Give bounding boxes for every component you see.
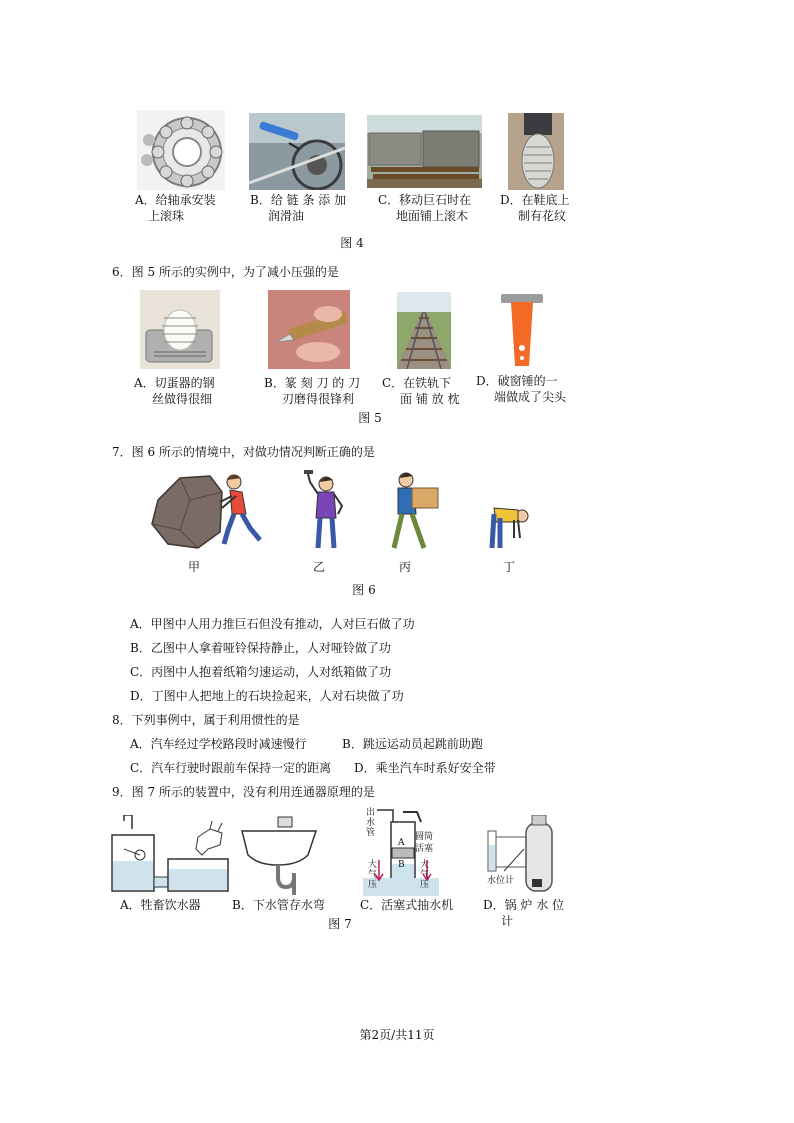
- fig4-option-b: B．给 链 条 添 加 润滑油: [250, 193, 347, 223]
- q7-option-a: A．甲图中人用力推巨石但没有推动，人对巨石做了功: [130, 617, 415, 631]
- fig6-label-ding: 丁: [502, 560, 515, 574]
- carry-box-illustration: [388, 470, 444, 552]
- sink-trap-diagram: [238, 815, 320, 895]
- safety-hammer-photo: [499, 290, 545, 369]
- bearing-photo: [137, 110, 225, 190]
- page-footer: 第2页/共11页: [359, 1028, 435, 1042]
- q7-option-c: C．丙图中人抱着纸箱匀速运动，人对纸箱做了功: [130, 665, 392, 679]
- q6-option-b: B．篆 刻 刀 的 刀 刃磨得很锋利: [264, 376, 361, 406]
- hold-dumbbell-illustration: [302, 470, 352, 552]
- fig4-option-a: A．给轴承安装 上滚珠: [135, 193, 216, 223]
- fig6-label-jia: 甲: [187, 560, 200, 574]
- pump-label-atm-left: 大气压: [368, 860, 378, 890]
- pump-label-a: A: [398, 838, 405, 848]
- fig7-caption: 图 7: [328, 917, 352, 931]
- q7-option-d: D．丁图中人把地上的石块捡起来，人对石块做了功: [130, 689, 404, 703]
- bend-pick-illustration: [484, 500, 532, 552]
- q9-option-d: D．锅 炉 水 位 计: [483, 898, 565, 928]
- q8-stem: 8．下列事例中，属于利用惯性的是: [112, 713, 300, 727]
- fig4-caption: 图 4: [340, 236, 364, 250]
- q7-option-b: B．乙图中人拿着哑铃保持静止，人对哑铃做了功: [130, 641, 391, 655]
- fig6-label-yi: 乙: [312, 560, 325, 574]
- q9-option-b: B．下水管存水弯: [232, 898, 325, 912]
- q6-option-c: C．在铁轨下 面 铺 放 枕: [382, 376, 460, 406]
- q8-option-c: C．汽车行驶时跟前车保持一定的距离: [130, 761, 332, 775]
- pump-label-outlet: 出水管: [366, 808, 376, 838]
- fig4-option-d: D．在鞋底上 制有花纹: [500, 193, 570, 223]
- q6-option-d: D．破窗锤的一 端做成了尖头: [476, 374, 567, 404]
- fig6-label-bing: 丙: [398, 560, 411, 574]
- shoe-sole-photo: [508, 113, 564, 190]
- fig4-option-c: C．移动巨石时在 地面铺上滚木: [378, 193, 472, 223]
- fig6-caption: 图 6: [352, 583, 376, 597]
- q8-option-a: A．汽车经过学校路段时减速慢行: [130, 737, 307, 751]
- fig5-caption: 图 5: [358, 411, 382, 425]
- q8-option-d: D．乘坐汽车时系好安全带: [354, 761, 496, 775]
- livestock-waterer-diagram: [110, 815, 232, 895]
- q9-stem: 9．图 7 所示的装置中，没有利用连通器原理的是: [112, 785, 375, 799]
- railway-photo: [397, 292, 451, 369]
- boiler-label-gauge: 水位计: [487, 876, 515, 886]
- q8-option-b: B．跳远运动员起跳前助跑: [342, 737, 483, 751]
- q6-stem: 6．图 5 所示的实例中，为了减小压强的是: [112, 265, 339, 279]
- pump-label-cylinder: 圆筒: [415, 832, 434, 842]
- q7-stem: 7．图 6 所示的情境中，对做功情况判断正确的是: [112, 445, 375, 459]
- egg-slicer-photo: [140, 290, 220, 369]
- q9-option-a: A．牲畜饮水器: [120, 898, 201, 912]
- q9-option-c: C．活塞式抽水机: [360, 898, 454, 912]
- pump-label-b: B: [398, 860, 405, 870]
- carving-knife-photo: [268, 290, 350, 369]
- rocks-logs-photo: [367, 115, 482, 188]
- bike-chain-photo: [249, 113, 345, 190]
- push-boulder-illustration: [150, 470, 270, 552]
- pump-label-atm-right: 大气压: [420, 860, 430, 890]
- pump-label-piston: 活塞: [415, 844, 434, 854]
- q6-option-a: A．切蛋器的钢 丝做得很细: [134, 376, 215, 406]
